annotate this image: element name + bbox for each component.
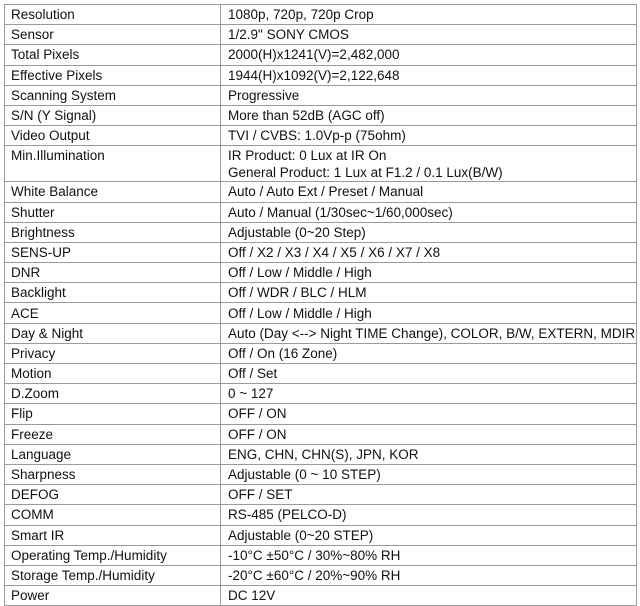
spec-label: Total Pixels	[5, 45, 221, 65]
spec-row	[5, 25, 637, 45]
spec-table	[4, 4, 637, 606]
spec-value-line: 1/2.9" SONY CMOS	[228, 27, 349, 43]
spec-value	[221, 105, 637, 125]
spec-label: COMM	[5, 505, 221, 525]
spec-row	[5, 303, 637, 323]
spec-value	[221, 25, 637, 45]
spec-value-line: More than 52dB (AGC off)	[228, 108, 385, 124]
spec-label: Power	[5, 586, 221, 606]
spec-value-line: Progressive	[228, 87, 300, 103]
spec-value-line: OFF / SET	[228, 487, 293, 503]
spec-row	[5, 485, 637, 505]
spec-label: Freeze	[5, 424, 221, 444]
spec-value	[221, 464, 637, 484]
spec-value	[221, 202, 637, 222]
spec-value	[221, 485, 637, 505]
spec-label: Storage Temp./Humidity	[5, 565, 221, 585]
spec-value	[221, 444, 637, 464]
spec-label: SENS-UP	[5, 242, 221, 262]
spec-value	[221, 85, 637, 105]
spec-label: Backlight	[5, 283, 221, 303]
spec-value	[221, 525, 637, 545]
spec-row	[5, 146, 637, 182]
spec-row	[5, 424, 637, 444]
spec-label: Video Output	[5, 126, 221, 146]
spec-value-line: Off / WDR / BLC / HLM	[228, 285, 367, 301]
spec-label: DEFOG	[5, 485, 221, 505]
spec-value	[221, 404, 637, 424]
spec-value-line: 1080p, 720p, 720p Crop	[228, 7, 374, 23]
spec-label: Operating Temp./Humidity	[5, 545, 221, 565]
spec-value	[221, 283, 637, 303]
spec-row	[5, 222, 637, 242]
spec-row	[5, 444, 637, 464]
spec-row	[5, 364, 637, 384]
spec-value-line: Auto (Day <--> Night TIME Change), COLOR, B/W, EXTERN, MDIR	[228, 325, 636, 341]
spec-label: ACE	[5, 303, 221, 323]
spec-row	[5, 242, 637, 262]
spec-row	[5, 202, 637, 222]
spec-value	[221, 384, 637, 404]
spec-value-line: IR Product: 0 Lux at IR On	[228, 148, 387, 164]
spec-row	[5, 545, 637, 565]
spec-value-line: Off / Low / Middle / High	[228, 305, 372, 321]
spec-value	[221, 565, 637, 585]
spec-row	[5, 182, 637, 202]
spec-label: Sharpness	[5, 464, 221, 484]
spec-value-line: 0 ~ 127	[228, 386, 274, 402]
spec-value-line: Off / Set	[228, 366, 278, 382]
spec-label: Smart IR	[5, 525, 221, 545]
spec-value	[221, 242, 637, 262]
spec-value-line: 1944(H)x1092(V)=2,122,648	[228, 67, 400, 83]
spec-label: Motion	[5, 364, 221, 384]
spec-value-line: Adjustable (0~20 Step)	[228, 224, 366, 240]
spec-value-line: 2000(H)x1241(V)=2,482,000	[228, 47, 400, 63]
spec-row	[5, 586, 637, 606]
spec-value-line: Off / On (16 Zone)	[228, 345, 338, 361]
spec-row	[5, 45, 637, 65]
spec-row	[5, 85, 637, 105]
spec-label: DNR	[5, 263, 221, 283]
spec-value	[221, 263, 637, 283]
spec-label: Brightness	[5, 222, 221, 242]
spec-row	[5, 343, 637, 363]
spec-row	[5, 565, 637, 585]
spec-label: Effective Pixels	[5, 65, 221, 85]
spec-value-line: RS-485 (PELCO-D)	[228, 507, 347, 523]
spec-row	[5, 105, 637, 125]
spec-row	[5, 525, 637, 545]
spec-value	[221, 65, 637, 85]
spec-value	[221, 364, 637, 384]
spec-row	[5, 404, 637, 424]
spec-row	[5, 384, 637, 404]
spec-row	[5, 283, 637, 303]
spec-label: Sensor	[5, 25, 221, 45]
spec-value	[221, 545, 637, 565]
spec-value	[221, 5, 637, 25]
spec-value-line: -10°C ±50°C / 30%~80% RH	[228, 547, 401, 563]
spec-value	[221, 146, 637, 182]
spec-value	[221, 45, 637, 65]
spec-value-line: OFF / ON	[228, 406, 287, 422]
spec-row	[5, 263, 637, 283]
spec-row	[5, 5, 637, 25]
spec-label: Language	[5, 444, 221, 464]
spec-value-line: Auto / Manual (1/30sec~1/60,000sec)	[228, 204, 453, 220]
spec-label: Flip	[5, 404, 221, 424]
spec-value	[221, 182, 637, 202]
spec-value	[221, 323, 637, 343]
spec-value-line: Auto / Auto Ext / Preset / Manual	[228, 184, 424, 200]
spec-label: Scanning System	[5, 85, 221, 105]
spec-value	[221, 586, 637, 606]
spec-row	[5, 505, 637, 525]
spec-value-line: Off / X2 / X3 / X4 / X5 / X6 / X7 / X8	[228, 244, 441, 260]
spec-value-line: Adjustable (0 ~ 10 STEP)	[228, 467, 381, 483]
spec-label: Resolution	[5, 5, 221, 25]
spec-label: Privacy	[5, 343, 221, 363]
spec-value	[221, 126, 637, 146]
spec-value-line: ENG, CHN, CHN(S), JPN, KOR	[228, 446, 419, 462]
spec-value-line: -20°C ±60°C / 20%~90% RH	[228, 567, 401, 583]
spec-label: Min.Illumination	[5, 146, 221, 182]
spec-table-body	[5, 5, 637, 606]
spec-value	[221, 505, 637, 525]
spec-value	[221, 424, 637, 444]
spec-row	[5, 65, 637, 85]
spec-label: S/N (Y Signal)	[5, 105, 221, 125]
spec-label: Day & Night	[5, 323, 221, 343]
spec-value-line: Adjustable (0~20 STEP)	[228, 527, 374, 543]
spec-value	[221, 343, 637, 363]
spec-row	[5, 323, 637, 343]
spec-value-line: DC 12V	[228, 588, 276, 604]
spec-value-line: Off / Low / Middle / High	[228, 265, 372, 281]
spec-value-line: OFF / ON	[228, 426, 287, 442]
spec-label: D.Zoom	[5, 384, 221, 404]
spec-value-line: General Product: 1 Lux at F1.2 / 0.1 Lux(B/W)	[228, 165, 503, 181]
spec-value	[221, 222, 637, 242]
spec-row	[5, 464, 637, 484]
spec-value-line: TVI / CVBS: 1.0Vp-p (75ohm)	[228, 128, 406, 144]
spec-label: White Balance	[5, 182, 221, 202]
spec-row	[5, 126, 637, 146]
spec-value	[221, 303, 637, 323]
spec-label: Shutter	[5, 202, 221, 222]
